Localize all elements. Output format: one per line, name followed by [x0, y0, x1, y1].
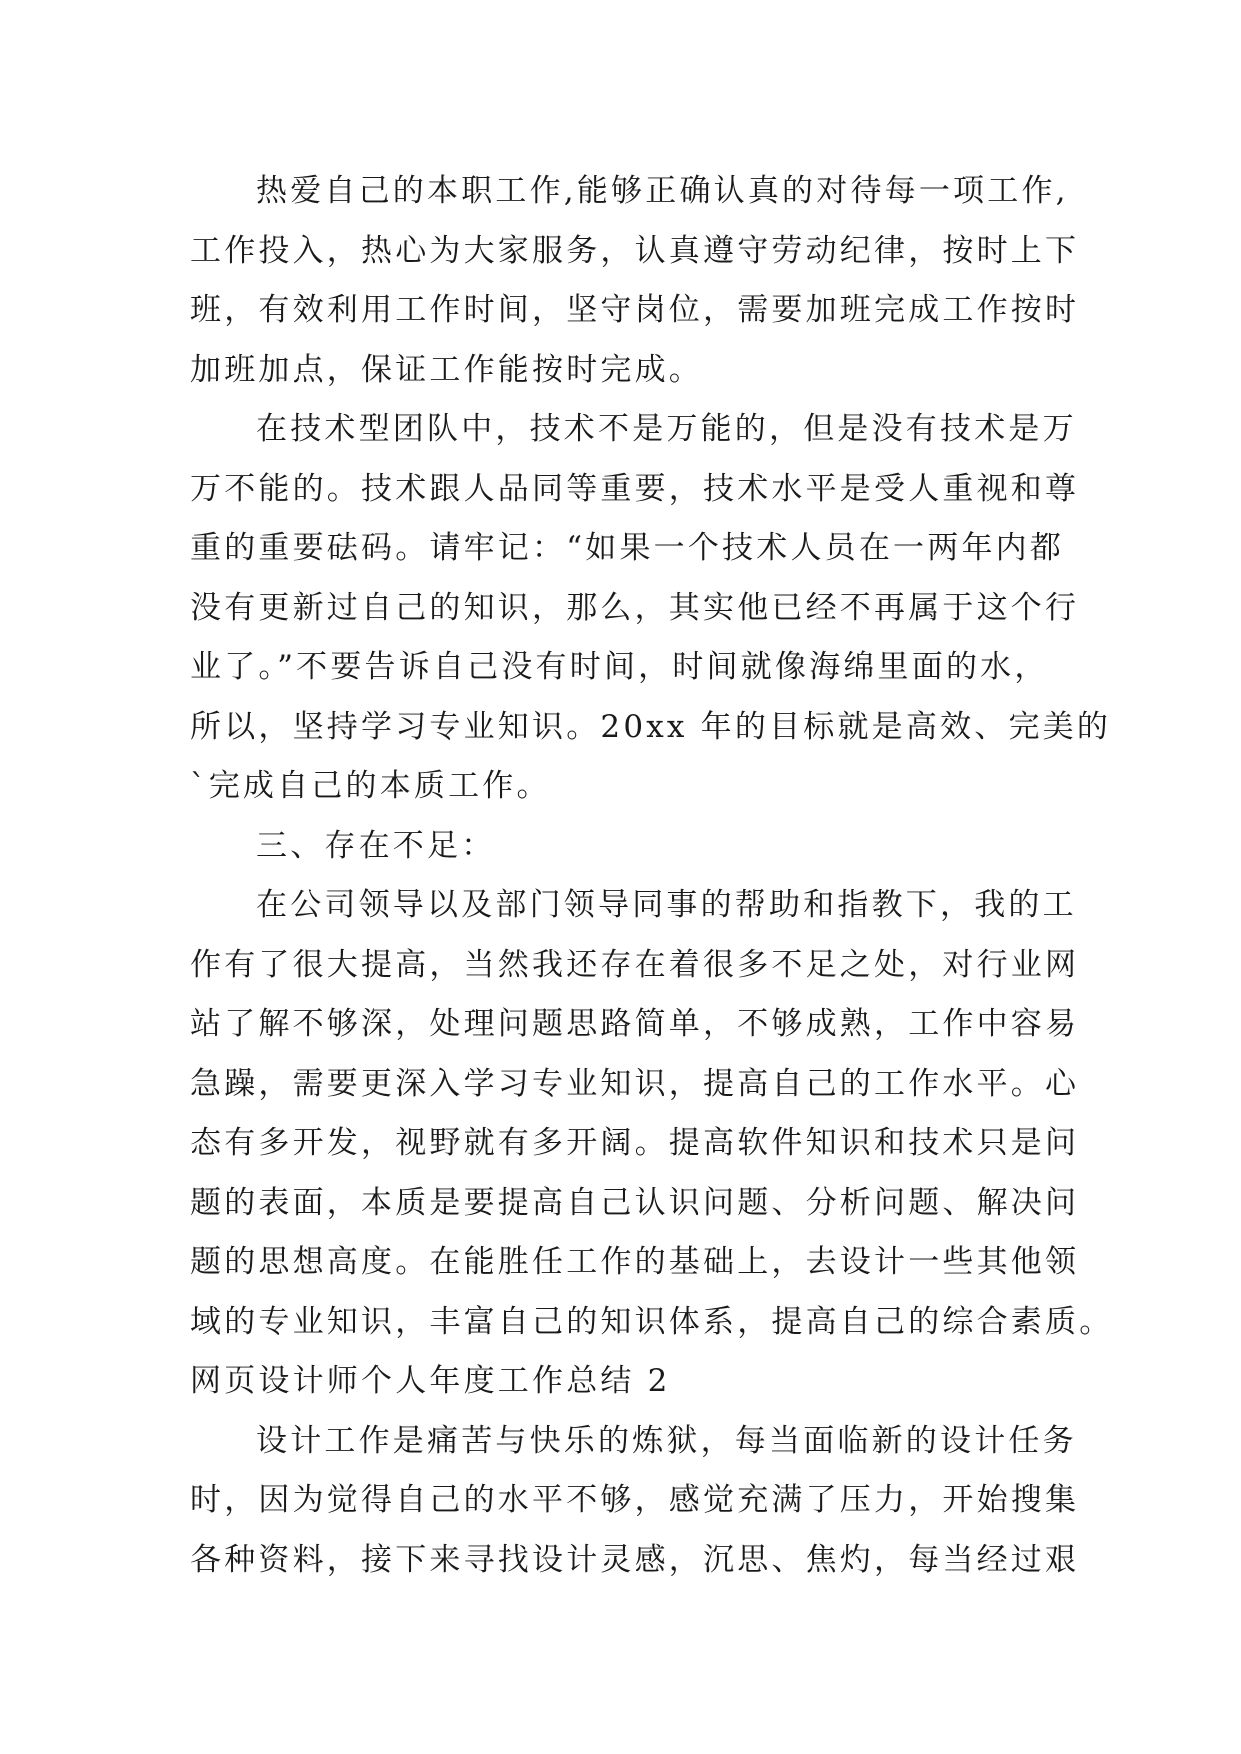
text-line: 工作投入，热心为大家服务，认真遵守劳动纪律，按时上下: [190, 232, 1080, 269]
section-heading-shortcomings: [190, 817, 1090, 877]
text-line: 班，有效利用工作时间，坚守岗位，需要加班完成工作按时: [190, 292, 1080, 328]
document-body: [190, 162, 1114, 1590]
text-line: 业了。”不要告诉自己没有时间，时间就像海绵里面的水，: [190, 649, 1049, 685]
text-line: 急躁，需要更深入学习专业知识，提高自己的工作水平。心: [190, 1065, 1080, 1102]
text-line: 时，因为觉得自己的水平不够，感觉充满了压力，开始搜集: [190, 1482, 1080, 1518]
text-line: 重的重要砝码。请牢记：“如果一个技术人员在一两年内都: [190, 530, 1065, 566]
text-line: 题的表面，本质是要提高自己认识问题、分析问题、解决问: [190, 1184, 1080, 1221]
text-line: 所以，坚持学习专业知识。20xx 年的目标就是高效、完美的: [190, 708, 1112, 745]
text-line: 在公司领导以及部门领导同事的帮助和指教下，我的工: [256, 887, 1077, 923]
text-line: 加班加点，保证工作能按时完成。: [190, 351, 703, 388]
paragraph-design-work: [190, 1412, 1090, 1591]
text-line: 万不能的。技术跟人品同等重要，技术水平是受人重视和尊: [190, 470, 1080, 507]
text-line: 三、存在不足：: [256, 827, 496, 864]
text-line: 题的思想高度。在能胜任工作的基础上，去设计一些其他领: [190, 1244, 1080, 1280]
text-line: 热爱自己的本职工作,能够正确认真的对待每一项工作,: [256, 173, 1069, 209]
paragraph-work-attitude: [190, 162, 1090, 400]
text-line: 没有更新过自己的知识，那么，其实他已经不再属于这个行: [190, 589, 1080, 626]
text-line: 站了解不够深，处理问题思路简单，不够成熟，工作中容易: [190, 1006, 1080, 1042]
text-line: 各种资料，接下来寻找设计灵感，沉思、焦灼，每当经过艰: [190, 1541, 1080, 1578]
document-title-2: [190, 1352, 1090, 1412]
text-line: `完成自己的本质工作。: [190, 768, 551, 804]
text-line: 网页设计师个人年度工作总结 2: [190, 1363, 671, 1399]
text-line: 设计工作是痛苦与快乐的炼狱，每当面临新的设计任务: [256, 1422, 1077, 1459]
paragraph-technical-team: [190, 400, 1112, 817]
text-line: 在技术型团队中，技术不是万能的，但是没有技术是万: [256, 411, 1077, 447]
text-line: 作有了很大提高，当然我还存在着很多不足之处，对行业网: [190, 946, 1080, 983]
text-line: 域的专业知识，丰富自己的知识体系，提高自己的综合素质。: [190, 1303, 1114, 1340]
paragraph-shortcomings: [190, 876, 1114, 1352]
text-line: 态有多开发，视野就有多开阔。提高软件知识和技术只是问: [190, 1125, 1080, 1161]
